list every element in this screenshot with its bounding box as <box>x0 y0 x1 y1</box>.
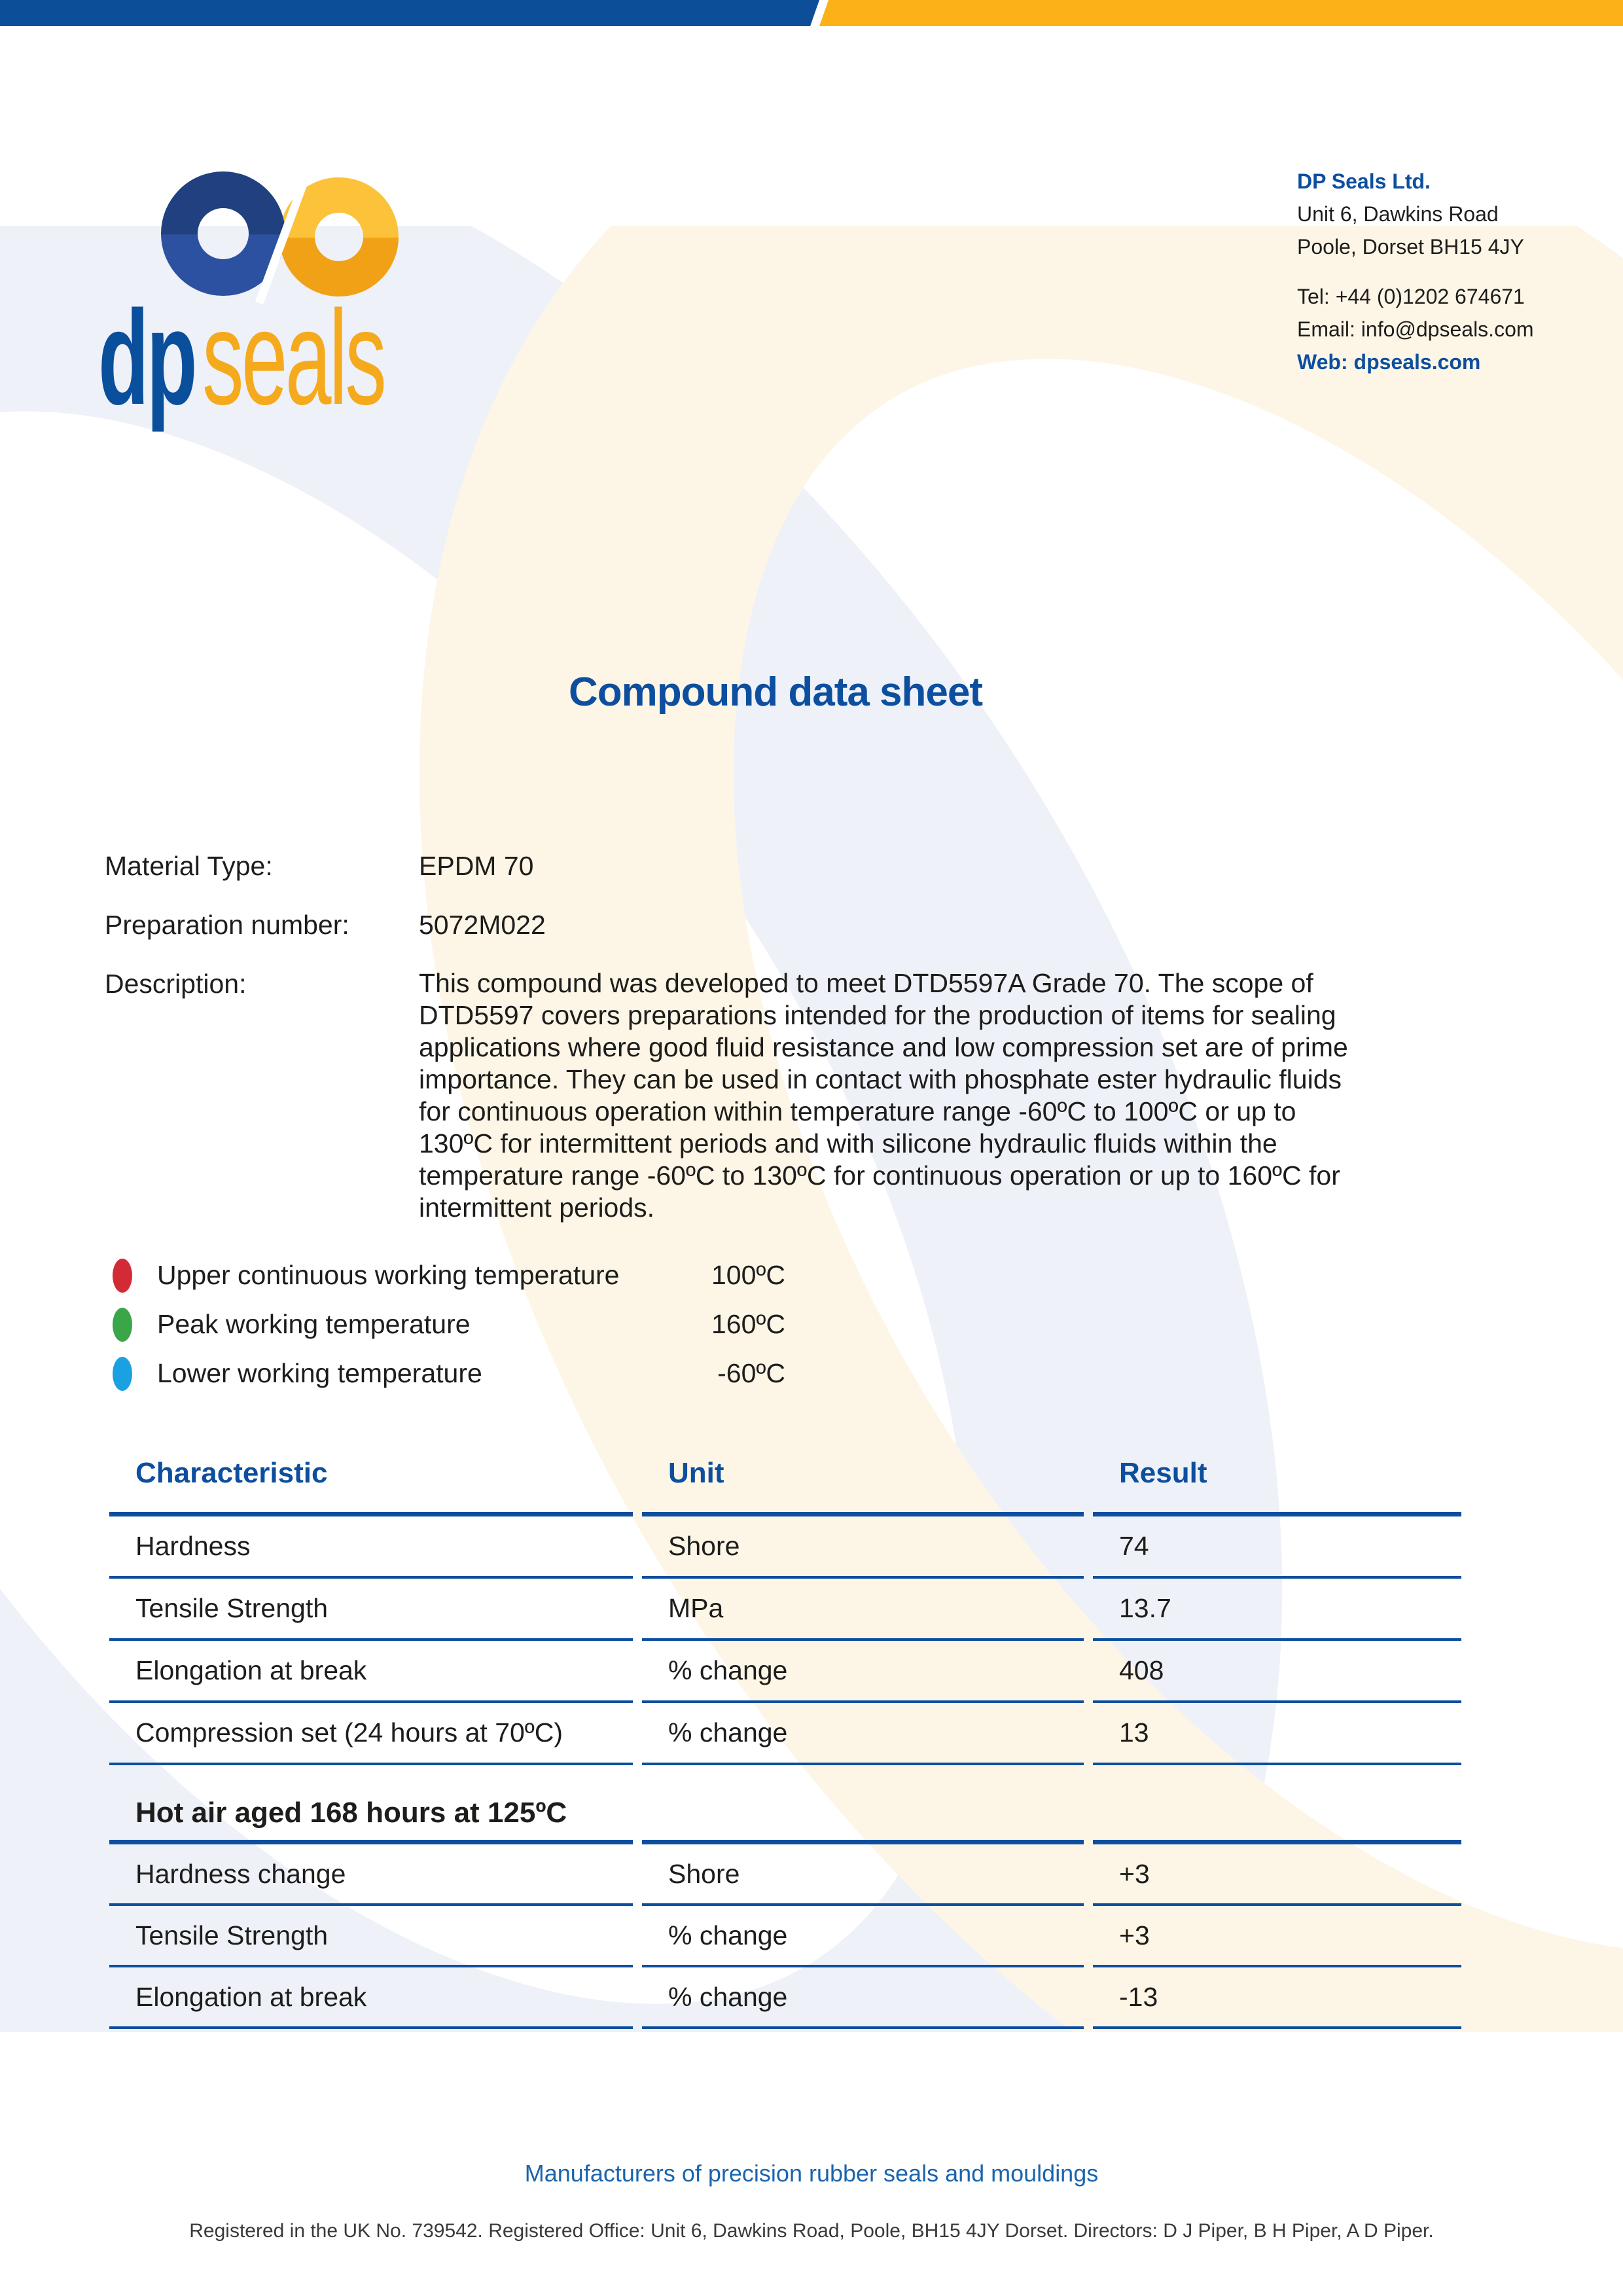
logo-wordmark <box>98 283 385 433</box>
characteristic-cell: Hardness change <box>109 1844 633 1906</box>
characteristic-cell: Elongation at break <box>109 1967 633 2029</box>
hot-air-aged-table <box>100 1770 1471 2029</box>
table-row <box>109 1906 1461 1967</box>
result-cell: 408 <box>1093 1641 1461 1703</box>
temperature-label: Upper continuous working temperature <box>157 1260 620 1290</box>
unit-cell: Shore <box>642 1516 1084 1579</box>
characteristic-cell: Tensile Strength <box>109 1579 633 1641</box>
address-line-1: Unit 6, Dawkins Road <box>1297 202 1499 226</box>
temperature-item-upper <box>0 1260 812 1295</box>
table-row <box>109 1703 1461 1765</box>
table-row <box>109 1516 1461 1579</box>
temperature-value: 160ºC <box>711 1309 785 1339</box>
web-line: Web: dpseals.com <box>1297 350 1481 374</box>
unit-cell: % change <box>642 1703 1084 1765</box>
logo-yellow-ring <box>297 195 381 279</box>
contact-block <box>1297 165 1534 378</box>
temperature-label: Peak working temperature <box>157 1309 471 1339</box>
col-header-characteristic: Characteristic <box>109 1435 633 1516</box>
footer-registered-text: Registered in the UK No. 739542. Registered Office: Unit 6, Dawkins Road, Poole, BH15 4JY Dorset. Directors: D J Piper, B H Piper, A D Piper. <box>189 2220 1434 2242</box>
characteristic-cell: Elongation at break <box>109 1641 633 1703</box>
temperature-value: 100ºC <box>711 1260 785 1290</box>
unit-cell: % change <box>642 1906 1084 1967</box>
phone-line: Tel: +44 (0)1202 674671 <box>1297 285 1525 308</box>
aged-heading-spacer <box>642 1770 1084 1844</box>
red-bullet-icon <box>113 1259 132 1293</box>
address-line-2: Poole, Dorset BH15 4JY <box>1297 235 1524 259</box>
table-row <box>109 1641 1461 1703</box>
table-row <box>109 1579 1461 1641</box>
company-name: DP Seals Ltd. <box>1297 170 1431 193</box>
preparation-number-value: 5072M022 <box>419 910 546 940</box>
page-title: Compound data sheet <box>568 670 983 715</box>
topbar-blue-segment <box>0 0 819 26</box>
temperature-label: Lower working temperature <box>157 1358 482 1388</box>
characteristic-cell: Hardness <box>109 1516 633 1579</box>
description-text: This compound was developed to meet DTD5597A Grade 70. The scope of DTD5597 covers preparations intended for the production of items for sealing applications where good fluid resistance and low compression set are of prime importance. They can be used in contact with phosphate ester hydraulic fluids for continuous operation within temperature range -60ºC to 100ºC or up to 130ºC for intermittent periods and with silicone hydraulic fluids within the temperature range -60ºC to 130ºC for continuous operation or up to 160ºC for intermittent periods. <box>419 968 1348 1223</box>
col-header-unit: Unit <box>642 1435 1084 1516</box>
table-row <box>109 1844 1461 1906</box>
result-cell: 13 <box>1093 1703 1461 1765</box>
aged-section-heading: Hot air aged 168 hours at 125ºC <box>109 1770 633 1844</box>
characteristic-cell: Compression set (24 hours at 70ºC) <box>109 1703 633 1765</box>
unit-cell: MPa <box>642 1579 1084 1641</box>
green-bullet-icon <box>113 1308 132 1342</box>
result-cell: +3 <box>1093 1906 1461 1967</box>
unit-cell: % change <box>642 1641 1084 1703</box>
top-brand-bar <box>0 0 1623 26</box>
material-type-label: Material Type: <box>105 851 273 881</box>
topbar-yellow-segment <box>819 0 1623 26</box>
aged-heading-spacer <box>1093 1770 1461 1844</box>
table-header-row <box>109 1435 1461 1516</box>
result-cell: +3 <box>1093 1844 1461 1906</box>
aged-heading-row <box>109 1770 1461 1844</box>
cyan-bullet-icon <box>113 1357 132 1391</box>
result-cell: 13.7 <box>1093 1579 1461 1641</box>
unit-cell: Shore <box>642 1844 1084 1906</box>
col-header-result: Result <box>1093 1435 1461 1516</box>
logo-text-seals: seals <box>202 283 385 433</box>
preparation-number-label: Preparation number: <box>105 910 349 940</box>
table-row <box>109 1967 1461 2029</box>
characteristics-table <box>100 1435 1471 1765</box>
result-cell: 74 <box>1093 1516 1461 1579</box>
logo-blue-ring <box>179 190 267 278</box>
material-type-value: EPDM 70 <box>419 851 534 881</box>
description-label: Description: <box>105 969 247 999</box>
temperature-item-peak <box>0 1309 812 1344</box>
temperature-value: -60ºC <box>717 1358 785 1388</box>
unit-cell: % change <box>642 1967 1084 2029</box>
contact-spacer <box>1297 263 1534 280</box>
logo-text-dp: dp <box>98 283 195 433</box>
characteristic-cell: Tensile Strength <box>109 1906 633 1967</box>
email-line: Email: info@dpseals.com <box>1297 317 1534 341</box>
temperature-item-lower <box>0 1358 812 1393</box>
result-cell: -13 <box>1093 1967 1461 2029</box>
footer-tagline: Manufacturers of precision rubber seals and mouldings <box>524 2160 1099 2187</box>
